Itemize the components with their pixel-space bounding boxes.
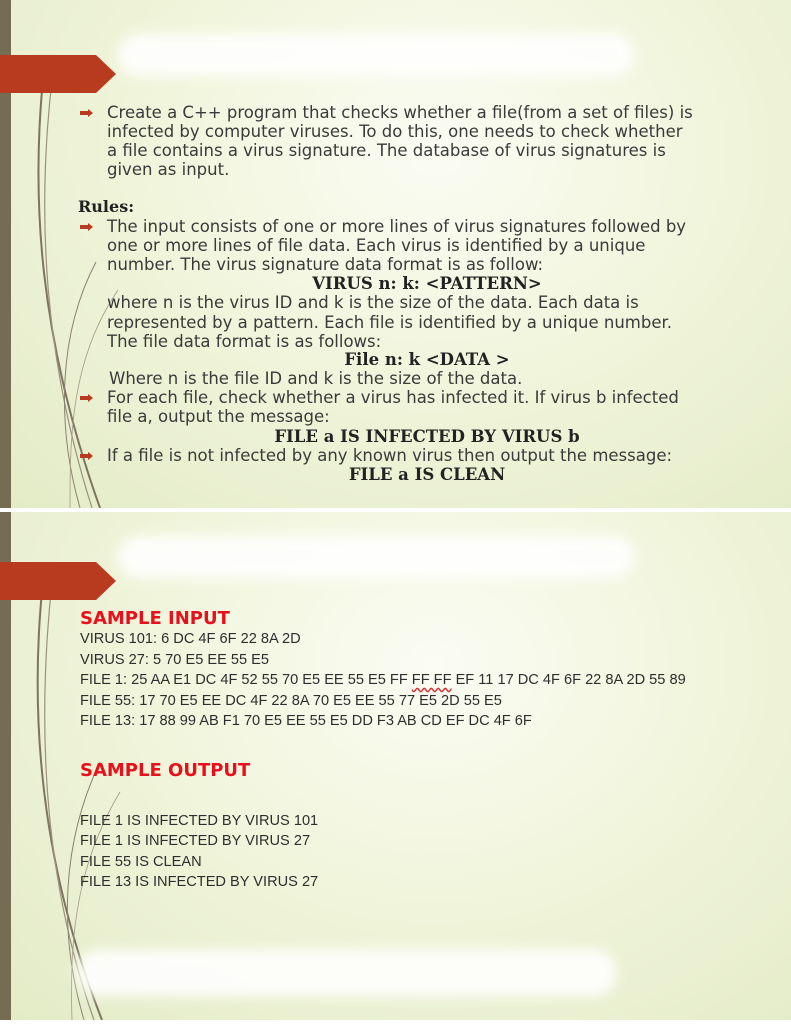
infected-message: FILE a IS INFECTED BY VIRUS b xyxy=(274,427,580,446)
rule-line: The file data format is as follows: xyxy=(107,332,382,351)
sample-input-line xyxy=(80,672,686,688)
rule-line: number. The virus signature data format is as follow: xyxy=(107,255,544,274)
sample-input-segment: EF 11 17 DC 4F 6F 22 8A 2D 55 89 xyxy=(451,672,686,688)
title-banner xyxy=(0,55,118,93)
slide-2 xyxy=(0,512,791,1020)
intro-line: given as input. xyxy=(107,160,230,179)
sample-output-line: FILE 13 IS INFECTED BY VIRUS 27 xyxy=(80,874,319,890)
spellcheck-underlined-text: FF FF xyxy=(411,672,452,688)
bullet-icon xyxy=(80,452,94,460)
slide-1 xyxy=(0,0,791,508)
rule-line: For each file, check whether a virus has infected it. If virus b infected xyxy=(107,388,679,407)
sample-input-heading: SAMPLE INPUT xyxy=(80,608,230,629)
rule-line: The input consists of one or more lines of virus signatures followed by xyxy=(107,217,687,236)
sample-output-line: FILE 1 IS INFECTED BY VIRUS 27 xyxy=(80,833,311,849)
footer-placeholder xyxy=(76,950,616,996)
sample-output-line: FILE 1 IS INFECTED BY VIRUS 101 xyxy=(80,813,319,829)
bullet-icon xyxy=(80,394,94,402)
virus-format: VIRUS n: k: <PATTERN> xyxy=(312,274,542,293)
rule-line: one or more lines of file data. Each virus is identified by a unique xyxy=(107,236,646,255)
title-placeholder xyxy=(118,536,634,578)
sample-input-line: FILE 55: 17 70 E5 EE DC 4F 22 8A 70 E5 EE 55 77 E5 2D 55 E5 xyxy=(80,693,502,709)
rule-line: file a, output the message: xyxy=(107,407,330,426)
sample-input-segment: FILE 1: 25 AA E1 DC 4F 52 55 70 E5 EE 55 E5 FF xyxy=(80,672,412,688)
sample-input-line: VIRUS 101: 6 DC 4F 6F 22 8A 2D xyxy=(80,631,301,647)
intro-line: a file contains a virus signature. The database of virus signatures is xyxy=(107,141,666,160)
clean-message: FILE a IS CLEAN xyxy=(348,465,506,484)
rule-line: Where n is the file ID and k is the size of the data. xyxy=(109,369,523,388)
bullet-icon xyxy=(80,109,94,117)
sample-input-line: VIRUS 27: 5 70 E5 EE 55 E5 xyxy=(80,652,270,668)
bullet-icon xyxy=(80,223,94,231)
sample-output-line: FILE 55 IS CLEAN xyxy=(80,854,202,870)
rule-line: where n is the virus ID and k is the size of the data. Each data is xyxy=(107,293,639,312)
sample-output-heading: SAMPLE OUTPUT xyxy=(80,760,251,781)
sample-input-line: FILE 13: 17 88 99 AB F1 70 E5 EE 55 E5 DD F3 AB CD EF DC 4F 6F xyxy=(80,713,532,729)
rules-heading: Rules: xyxy=(78,197,135,216)
rule-line: represented by a pattern. Each file is identified by a unique number. xyxy=(107,313,673,332)
title-placeholder xyxy=(118,34,634,76)
title-banner xyxy=(0,562,118,600)
file-format: File n: k <DATA > xyxy=(344,350,510,369)
rule-line: If a file is not infected by any known virus then output the message: xyxy=(107,446,673,465)
intro-line: Create a C++ program that checks whether a file(from a set of files) is xyxy=(107,103,693,122)
intro-line: infected by computer viruses. To do this, one needs to check whether xyxy=(107,122,683,141)
